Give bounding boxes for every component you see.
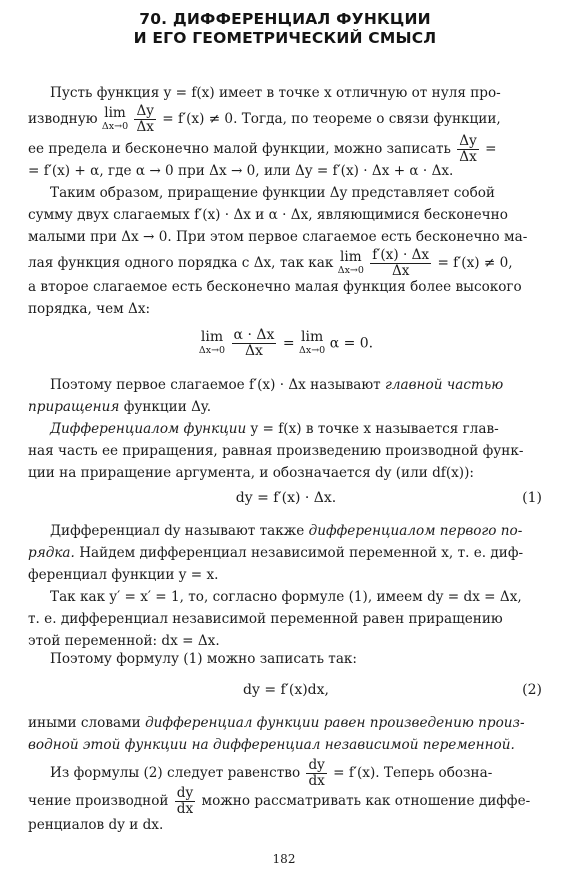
p1-line-4: = f′(x) + α, где α → 0 при Δx → 0, или Δy = f′(x) · Δx + α · Δx. — [28, 163, 454, 179]
p2-line-3: малыми при Δx → 0. При этом первое слагаемое есть бесконечно ма- — [28, 229, 528, 245]
p1-line-2a: изводную — [28, 111, 98, 127]
equation-2-number: (2) — [522, 682, 542, 698]
p3-line-2a: приращения — [28, 399, 120, 415]
fraction-alpha-dx: $\frac{\alpha \cdot \Delta x}{\Delta x}$ — [233, 327, 275, 359]
p9-line-1a: Из формулы (2) следует равенство — [50, 765, 301, 781]
p5-line-2a: рядка. — [28, 545, 75, 561]
fraction-dy-dx: $\frac{\Delta y}{\Delta x}$ — [136, 103, 154, 135]
page-number: 182 — [272, 852, 296, 866]
p4-line-2: ная часть ее приращения, равная произведению производной функ- — [28, 443, 524, 459]
p1-line-1: Пусть функция y = f(x) имеет в точке x отличную от нуля про- — [50, 85, 501, 101]
section-title-line-2: И ЕГО ГЕОМЕТРИЧЕСКИЙ СМЫСЛ — [133, 29, 437, 47]
p5-line-1b: дифференциалом первого по- — [308, 523, 523, 539]
paragraph-1-line-2 — [28, 104, 544, 135]
p3-line-2b: функции Δy. — [123, 399, 212, 415]
equation-2: dy = f′(x)dx, — [243, 682, 329, 698]
fraction-dy-dx-2: $\frac{\Delta y}{\Delta x}$ — [459, 133, 477, 165]
paragraph-3 — [28, 374, 544, 418]
p6-line-2: т. е. дифференциал независимой переменной равен приращению — [28, 611, 503, 627]
p6-line-1: Так как y′ = x′ = 1, то, согласно формуле (1), имеем dy = dx = Δx, — [50, 589, 522, 605]
equation-1: dy = f′(x) · Δx. — [235, 490, 337, 506]
p7-line-1: Поэтому формулу (1) можно записать так: — [50, 651, 358, 667]
p5-line-1a: Дифференциал dy называют также — [50, 523, 305, 539]
paragraph-1-line-4 — [28, 160, 544, 182]
p2-line-2: сумму двух слагаемых f′(x) · Δx и α · Δx, являющимися бесконечно — [28, 207, 508, 223]
equation-1-number: (1) — [522, 490, 542, 506]
fraction-fprime-dx: $\frac{f'(x) \cdot \Delta x}{\Delta x}$ — [372, 247, 430, 279]
p1-line-3: ее предела и бесконечно малой функции, можно записать — [28, 141, 451, 157]
paragraph-4 — [28, 418, 544, 484]
p1-line-2b: = f′(x) ≠ 0. Тогда, по теореме о связи функции, — [162, 111, 501, 127]
p2-line-1: Таким образом, приращение функции Δy представляет собой — [50, 185, 495, 201]
p4-line-3: ции на приращение аргумента, и обозначается dy (или df(x)): — [28, 465, 474, 481]
fraction-dy-over-dx: $\frac{dy}{dx}$ — [308, 757, 325, 789]
p3-line-1a: Поэтому первое слагаемое f′(x) · Δx называют — [50, 377, 381, 393]
p2-line-4b: = f′(x) ≠ 0, — [437, 255, 513, 271]
p9-line-2b: можно рассматривать как отношение диффе- — [201, 793, 531, 809]
paragraph-5 — [28, 520, 544, 586]
p2-line-5: а второе слагаемое есть бесконечно малая функция более высокого — [28, 279, 522, 295]
paragraph-9-line-3 — [28, 814, 544, 836]
paragraph-6 — [28, 586, 544, 652]
p2-line-4a: лая функция одного порядка с Δx, так как — [28, 255, 334, 271]
p5-line-3: ференциал функции y = x. — [28, 567, 219, 583]
p2-line-6: порядка, чем Δx: — [28, 301, 151, 317]
p8-line-1a: иными словами — [28, 715, 141, 731]
paragraph-8 — [28, 712, 544, 756]
p9-line-3: ренциалов dy и dx. — [28, 817, 164, 833]
p3-line-1b: главной частью — [385, 377, 504, 393]
limit-equation: lim Δx→0 $\frac{\alpha \cdot \Delta x}{\Delta x}$ = lim Δx→0 α = 0. — [198, 327, 374, 359]
paragraph-9-line-2 — [28, 786, 544, 817]
limit-operator: lim Δx→0 — [101, 104, 129, 132]
p8-line-1b: дифференциал функции равен произведению произ- — [145, 715, 525, 731]
p8-line-2: водной этой функции на дифференциал независимой переменной. — [28, 737, 515, 753]
paragraph-2-line-4 — [28, 248, 544, 279]
p6-line-3: этой переменной: dx = Δx. — [28, 633, 220, 649]
p4-line-1a: Дифференциалом функции — [50, 421, 247, 437]
p9-line-1b: = f′(x). Теперь обозна- — [333, 765, 493, 781]
p1-line-3b: = — [485, 141, 497, 157]
section-title-line-1: 70. ДИФФЕРЕНЦИАЛ ФУНКЦИИ — [139, 10, 431, 28]
paragraph-1 — [28, 82, 544, 104]
fraction-dy-over-dx-2: $\frac{dy}{dx}$ — [176, 785, 194, 817]
paragraph-2-end — [28, 276, 544, 320]
p9-line-2a: чение производной — [28, 793, 169, 809]
paragraph-9-line-1 — [28, 758, 544, 789]
p5-line-2b: Найдем дифференциал независимой переменной x, т. е. диф- — [79, 545, 524, 561]
paragraph-7 — [28, 648, 544, 670]
limit-operator-2: lim Δx→0 — [337, 248, 364, 276]
paragraph-2 — [28, 182, 544, 248]
p4-line-1b: y = f(x) в точке x называется глав- — [250, 421, 499, 437]
